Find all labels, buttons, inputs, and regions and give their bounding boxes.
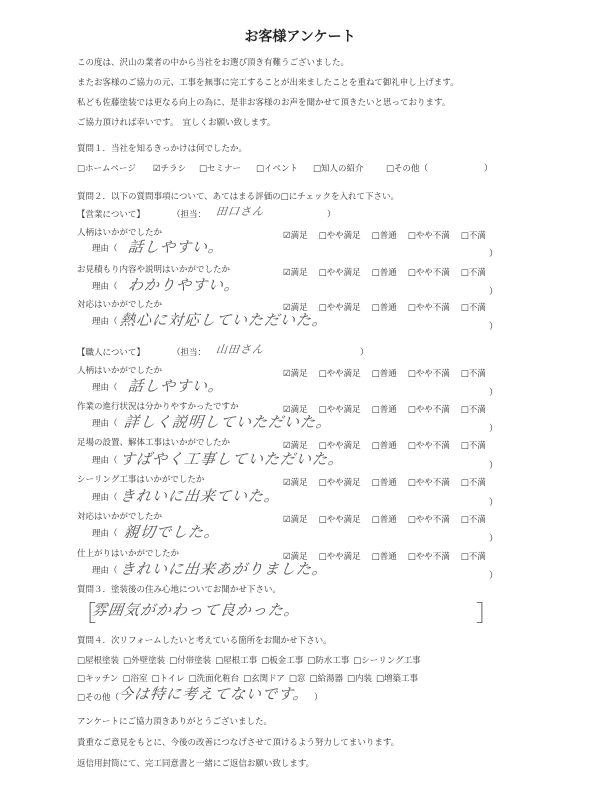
q4-other-close: ） [314,693,323,703]
rating-neutral[interactable]: □普通 [371,303,397,313]
q1-question: 質問１．当社を知るきっかけは何でしたか。 [77,144,248,154]
q4-option-kitchen[interactable]: □キッチン [77,674,119,684]
q4-option-accessory-painting[interactable]: □付帯塗装 [169,656,212,666]
rating-somewhat-dissatisfied[interactable]: □やや不満 [407,369,450,379]
sales-item-2-question: お見積もり内容や説明はいかがでしたか [77,265,231,275]
craft-item-3-question: 足場の設置、解体工事はいかがでしたか [77,438,231,448]
q3-answer[interactable]: 雰囲気がかわって良かった。 [91,601,301,619]
rating-satisfied[interactable]: ☑満足 [283,515,308,525]
craft-item-6-close: ） [489,571,499,581]
craft-item-3-reason[interactable]: すばやく工事していただいた。 [119,450,346,468]
q4-option-roof-painting[interactable]: □屋根塗装 [77,656,120,666]
rating-somewhat-dissatisfied[interactable]: □やや不満 [407,231,450,241]
rating-somewhat-satisfied[interactable]: □やや満足 [318,441,361,451]
rating-neutral[interactable]: □普通 [371,369,397,379]
craft-item-5-ratings [283,513,486,525]
rating-neutral[interactable]: □普通 [371,478,397,488]
craft-item-1-reason[interactable]: 話しやすい。 [127,377,226,395]
q4-options-row-2 [77,675,422,684]
q4-option-sheet-metal-work[interactable]: □板金工事 [261,656,304,666]
q4-question: 質問４．次リフォームしたいと考えている箇所をお聞かせ下さい。 [77,636,332,646]
q4-option-window[interactable]: □窓 [288,674,306,684]
q2-question: 質問２．以下の質問事項について、あてはまる評価の□にチェックを入れて下さい。 [77,192,399,202]
q1-close: ） [484,164,493,174]
sales-item-1-reason[interactable]: 話しやすい。 [127,238,226,256]
q4-option-vanity[interactable]: □洗面化粧台 [188,674,240,684]
rating-satisfied[interactable]: ☑満足 [283,369,308,379]
q4-option-bathroom[interactable]: □浴室 [122,674,148,684]
rating-somewhat-satisfied[interactable]: □やや満足 [318,303,361,313]
q1-option-seminar[interactable]: □セミナー [199,164,242,174]
craft-item-4-close: ） [489,498,499,508]
rating-dissatisfied[interactable]: □不満 [460,268,486,278]
sales-item-3-question: 対応はいかがでしたか [77,300,163,310]
q4-option-sealing-work[interactable]: □シーリング工事 [353,656,421,666]
craft-item-2-close: ） [489,424,499,434]
craft-item-6-question: 仕上がりはいかがでしたか [77,549,180,559]
sales-item-1-question: 人柄はいかがでしたか [77,228,163,238]
intro-line-1: この度は、沢山の業者の中から当社をお選び頂き有難うございました。 [77,58,350,68]
craft-item-2-reason-label: 理由（ [92,419,118,429]
closing-line-3: 返信用封筒にて、完工同意書と一緒にご返信お願い致します。 [77,759,315,769]
craft-item-1-reason-label: 理由（ [92,383,118,393]
q1-option-event[interactable]: □イベント [256,164,299,174]
q4-option-exterior-wall-painting[interactable]: □外壁塗装 [123,656,166,666]
sales-item-3-close: ） [489,322,499,332]
rating-dissatisfied[interactable]: □不満 [460,405,486,415]
sales-item-2-close: ） [489,287,499,297]
q4-option-toilet[interactable]: □トイレ [151,674,185,684]
craft-staff-close: ） [360,348,369,358]
sales-item-2-reason[interactable]: わかりやすい。 [127,276,242,294]
rating-somewhat-satisfied[interactable]: □やや満足 [318,515,361,525]
intro-line-4: ご協力頂ければ幸いです。 宜しくお願い致します。 [77,118,276,128]
rating-dissatisfied[interactable]: □不満 [460,369,486,379]
craft-item-3-close: ） [489,461,499,471]
craft-item-4-ratings [283,476,486,488]
rating-somewhat-dissatisfied[interactable]: □やや不満 [407,405,450,415]
rating-somewhat-satisfied[interactable]: □やや満足 [318,405,361,415]
rating-somewhat-dissatisfied[interactable]: □やや不満 [407,552,450,562]
rating-satisfied[interactable]: ☑満足 [283,231,308,241]
q3-question: 質問３．塗装後の住み心地についてお聞かせ下さい。 [77,585,281,595]
rating-dissatisfied[interactable]: □不満 [460,478,486,488]
rating-neutral[interactable]: □普通 [371,405,397,415]
craft-item-3-reason-label: 理由（ [92,456,118,466]
sales-item-1-ratings [283,229,486,241]
intro-line-2: またお客様のご協力の元、工事を無事に完工することが出来ましたことを重ねて御礼申し上げます。 [77,78,459,88]
rating-somewhat-satisfied[interactable]: □やや満足 [318,231,361,241]
craft-header: 【職人について】 [77,348,145,358]
rating-somewhat-dissatisfied[interactable]: □やや不満 [407,268,450,278]
rating-satisfied[interactable]: ☑満足 [283,552,308,562]
sales-staff-close: ） [327,210,336,220]
q1-option-homepage[interactable]: □ホームページ [77,164,136,174]
rating-somewhat-dissatisfied[interactable]: □やや不満 [407,515,450,525]
sales-item-3-reason-label: 理由（ [92,317,118,327]
rating-somewhat-dissatisfied[interactable]: □やや不満 [407,478,450,488]
q4-option-extension[interactable]: □増築工事 [376,674,419,684]
q4-option-water-heater[interactable]: □給湯器 [309,674,343,684]
q1-option-other[interactable]: □その他（ [386,164,429,174]
q3-bracket-open: ［ [74,602,97,627]
sales-staff-name: 田口さん [215,205,265,218]
rating-neutral[interactable]: □普通 [371,552,397,562]
q4-option-roof-work[interactable]: □屋根工事 [215,656,258,666]
rating-dissatisfied[interactable]: □不満 [460,441,486,451]
rating-dissatisfied[interactable]: □不満 [460,303,486,313]
q4-option-entrance-door[interactable]: □玄関ドア [243,674,285,684]
q4-option-interior[interactable]: □内装 [346,674,373,684]
craft-item-6-reason-label: 理由（ [92,566,118,576]
craft-item-2-reason[interactable]: 詳しく説明していただいた。 [123,413,334,431]
rating-neutral[interactable]: □普通 [371,515,397,525]
craft-item-5-close: ） [489,534,499,544]
craft-item-1-question: 人柄はいかがでしたか [77,366,163,376]
sales-staff-label: （担当： [172,210,207,220]
q4-options-row-1 [77,657,425,666]
sales-item-3-reason[interactable]: 熱心に対応していただいた。 [119,311,330,329]
rating-satisfied[interactable]: ☑満足 [283,441,308,451]
craft-item-5-question: 対応はいかがでしたか [77,512,163,522]
rating-somewhat-satisfied[interactable]: □やや満足 [318,369,361,379]
rating-neutral[interactable]: □普通 [371,268,397,278]
rating-dissatisfied[interactable]: □不満 [460,515,486,525]
rating-somewhat-satisfied[interactable]: □やや満足 [318,552,361,562]
sales-item-1-reason-label: 理由（ [92,244,118,254]
sales-item-2-ratings [283,266,486,278]
craft-item-6-reason[interactable]: きれいに出来あがりました。 [119,560,330,578]
q4-option-waterproofing[interactable]: □防水工事 [307,656,350,666]
rating-neutral[interactable]: □普通 [371,231,397,241]
intro-line-3: 私ども佐藤塗装では更なる向上の為に、是非お客様のお声を聞かせて頂きたいと思っております。 [77,98,451,108]
craft-item-4-reason[interactable]: きれいに出来ていた。 [119,487,282,505]
rating-somewhat-satisfied[interactable]: □やや満足 [318,268,361,278]
q1-option-flyer[interactable]: ☑チラシ [153,164,187,174]
craft-item-4-reason-label: 理由（ [92,493,118,503]
closing-line-1: アンケートにご協力頂きありがとうございました。 [77,717,272,727]
rating-somewhat-dissatisfied[interactable]: □やや不満 [407,303,450,313]
q4-other-answer[interactable]: 今は特に考えてないです。 [117,685,310,703]
craft-staff-label: （担当： [172,348,207,358]
rating-somewhat-satisfied[interactable]: □やや満足 [318,478,361,488]
sales-item-2-reason-label: 理由（ [92,282,118,292]
rating-dissatisfied[interactable]: □不満 [460,552,486,562]
rating-neutral[interactable]: □普通 [371,441,397,451]
q1-option-referral[interactable]: □知人の紹介 [313,164,364,174]
craft-item-2-question: 作業の進行状況は分かりやすかったですか [77,402,239,412]
page-title: お客様アンケート [244,29,356,45]
rating-satisfied[interactable]: ☑満足 [283,405,308,415]
sales-item-1-close: ） [489,249,499,259]
craft-item-4-question: シーリング工事はいかがでしたか [77,475,205,485]
rating-satisfied[interactable]: ☑満足 [283,303,308,313]
craft-staff-name: 山田さん [215,343,265,356]
craft-item-1-ratings [283,367,486,379]
q3-bracket-close: ］ [476,602,499,627]
craft-item-5-reason-label: 理由（ [92,529,118,539]
craft-item-5-reason[interactable]: 親切でした。 [123,523,222,541]
rating-satisfied[interactable]: ☑満足 [283,478,308,488]
q4-option-other[interactable]: □その他（ [77,693,120,703]
rating-dissatisfied[interactable]: □不満 [460,231,486,241]
rating-somewhat-dissatisfied[interactable]: □やや不満 [407,441,450,451]
rating-satisfied[interactable]: ☑満足 [283,268,308,278]
closing-line-2: 貴重なご意見をもとに、今後の改善につなげさせて頂けるよう努力してまいります。 [77,738,400,748]
craft-item-1-close: ） [489,388,499,398]
sales-header: 【営業について】 [77,210,145,220]
